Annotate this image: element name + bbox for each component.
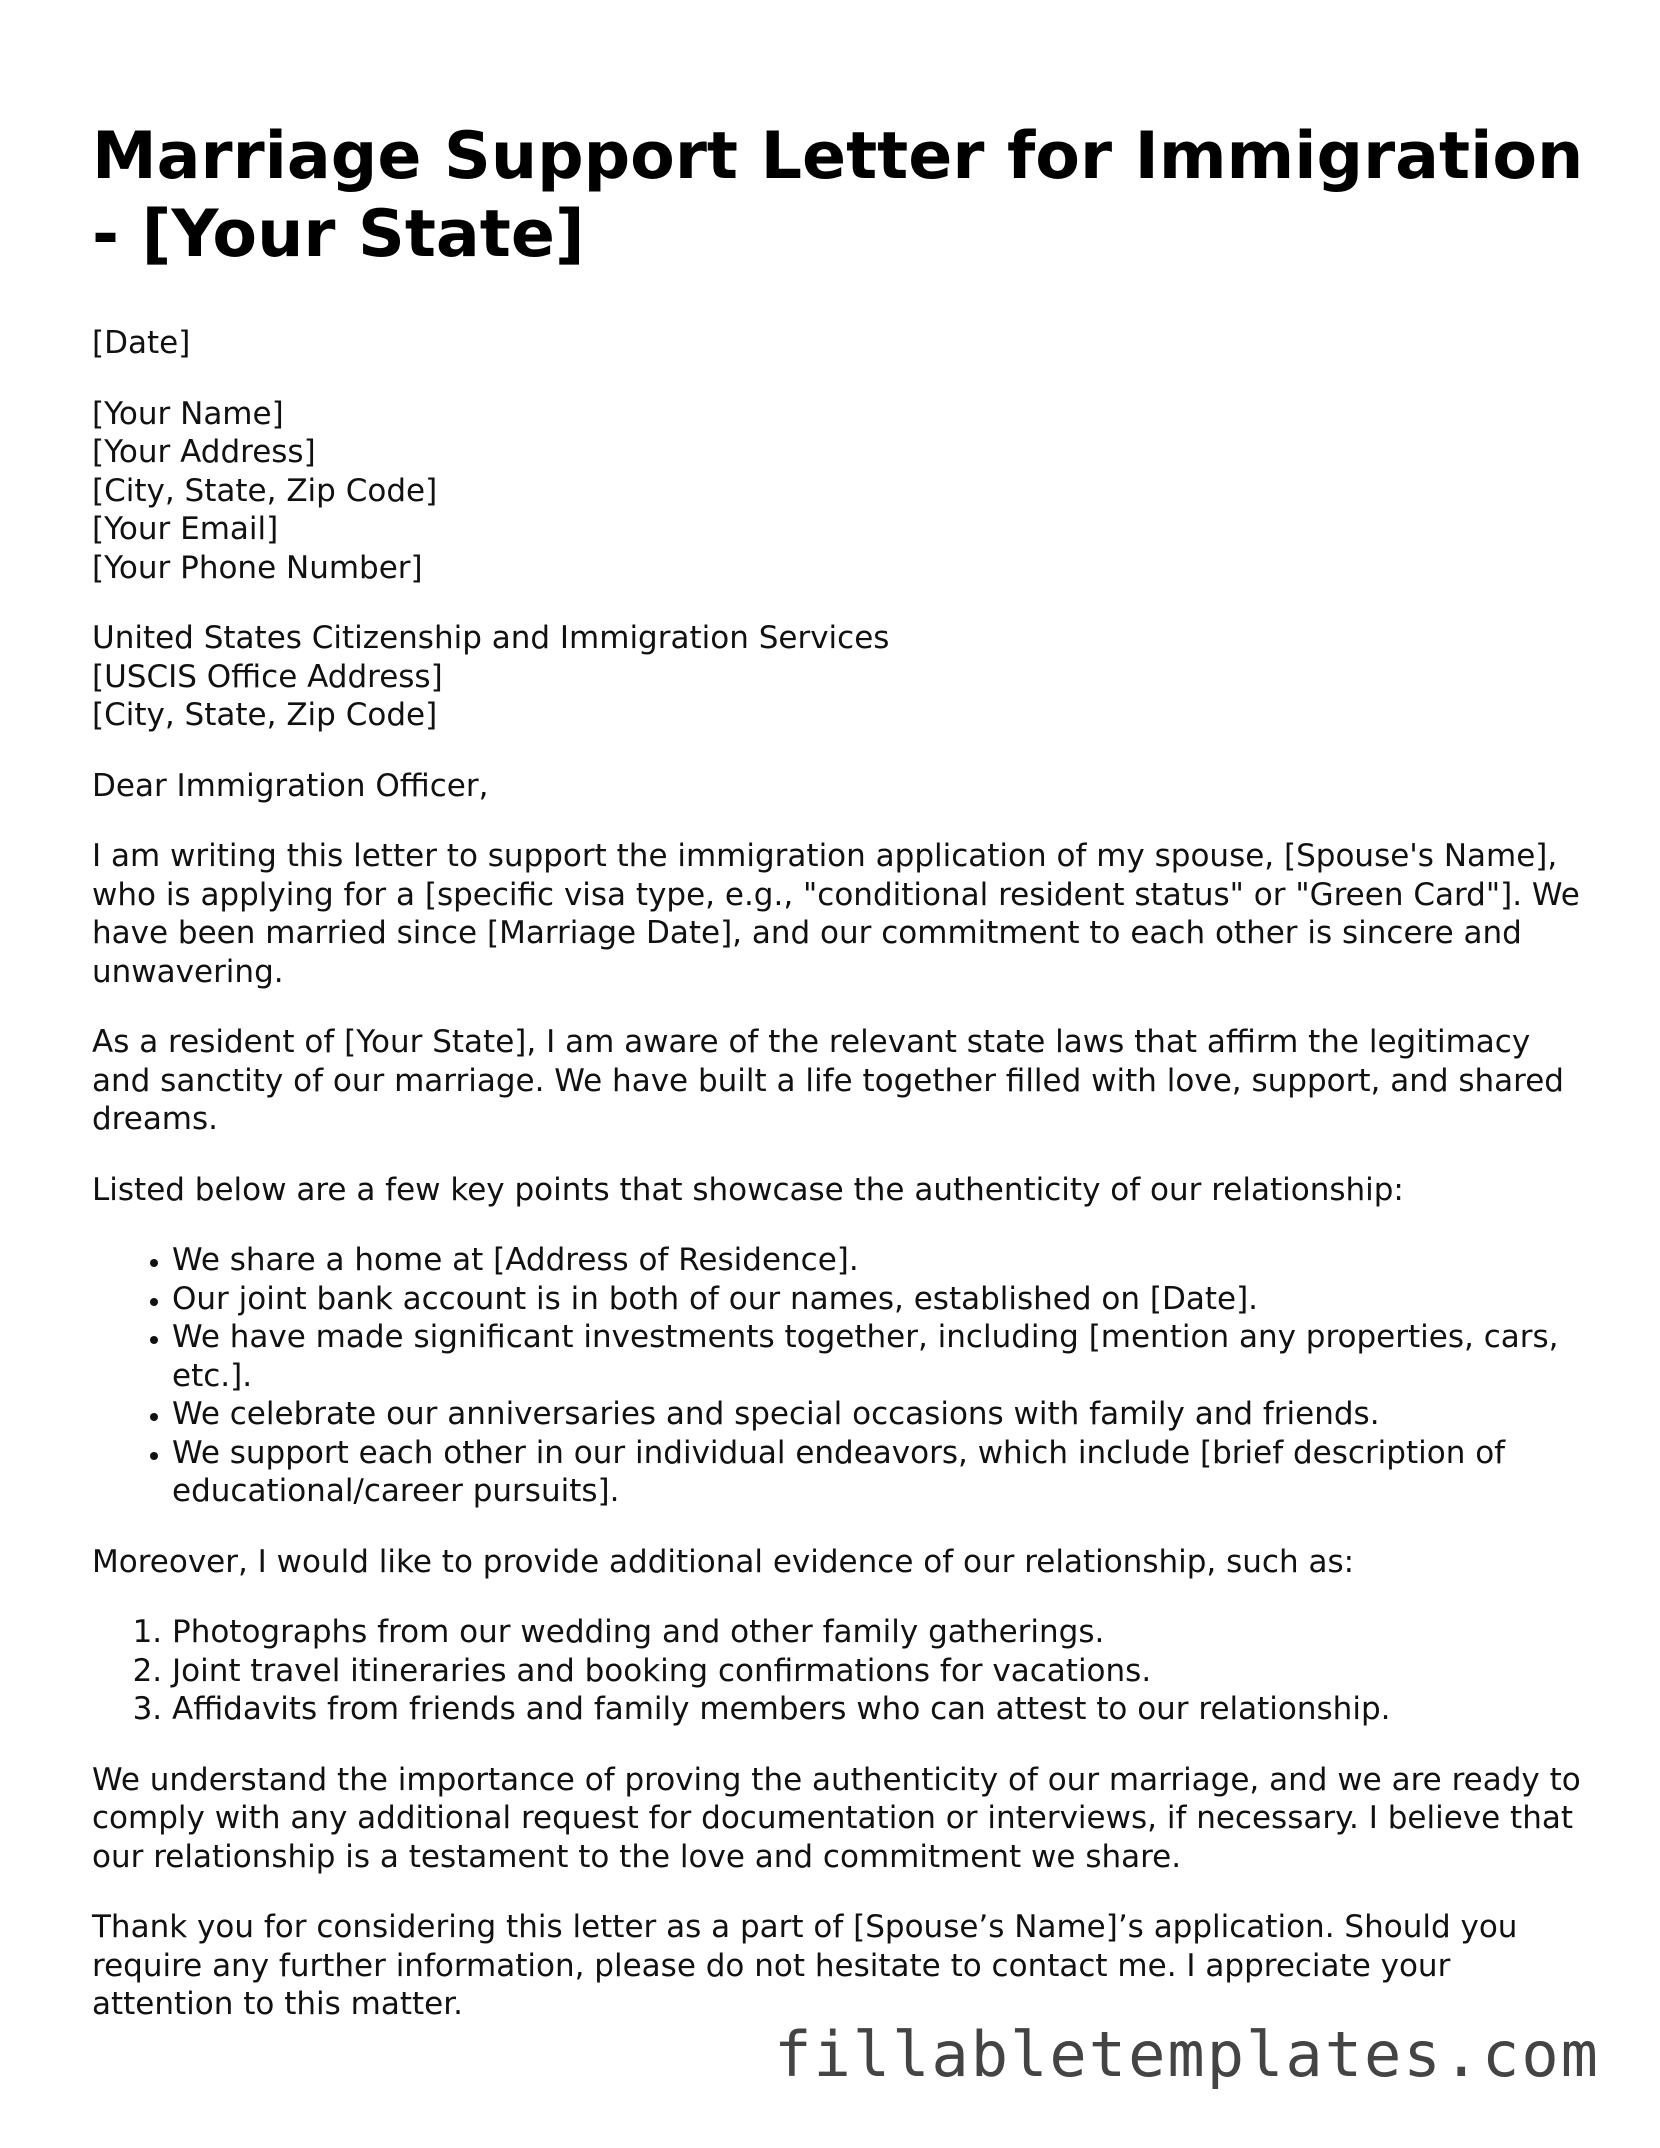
recipient-address: [USCIS Office Address] xyxy=(92,658,443,695)
closing-paragraph-authenticity: We understand the importance of proving the authenticity of our marriage, and we are ready to comply with any additional request for documentation or interviews, if necessary. I believe that our relationship is a testament to the love and commitment we share. xyxy=(92,1761,1581,1875)
sender-phone: [Your Phone Number] xyxy=(92,549,423,586)
list-item: 1. Photographs from our wedding and other family gatherings. xyxy=(172,1613,1592,1652)
list-item: • We share a home at [Address of Residence]. xyxy=(172,1241,1592,1280)
sender-city-state-zip: [City, State, Zip Code] xyxy=(92,472,438,509)
sender-name: [Your Name] xyxy=(92,395,284,432)
recipient-org: United States Citizenship and Immigration Services xyxy=(92,620,890,656)
letter-date: [Date] xyxy=(92,325,191,361)
recipient-city-state-zip: [City, State, Zip Code] xyxy=(92,697,438,733)
document-title: Marriage Support Letter for Immigration - [Your State] xyxy=(92,119,1584,272)
list-item: • Our joint bank account is in both of our names, established on [Date]. xyxy=(172,1280,1592,1319)
recipient-address-block xyxy=(92,619,1592,735)
watermark-text: fillabletemplates.com xyxy=(774,2018,1600,2091)
body-paragraph-key-points-intro: Listed below are a few key points that showcase the authenticity of our relationship: xyxy=(92,1171,1404,1208)
body-paragraph-intro: I am writing this letter to support the immigration application of my spouse, [Spouse's Name], who is applying for a [specific visa type, e.g., "conditional resident status" or "Green Card"]. We have been married since [Marriage Date], and our commitment to each other is sincere and unwavering. xyxy=(92,838,1580,990)
salutation: Dear Immigration Officer, xyxy=(92,767,489,804)
evidence-intro: Moreover, I would like to provide additional evidence of our relationship, such as: xyxy=(92,1543,1355,1580)
evidence-list xyxy=(92,1613,1592,1729)
list-item: • We have made significant investments together, including [mention any properties, cars, etc.]. xyxy=(172,1318,1592,1395)
list-item: • We celebrate our anniversaries and special occasions with family and friends. xyxy=(172,1395,1592,1434)
key-points-list xyxy=(92,1241,1592,1511)
closing-paragraph-thanks: Thank you for considering this letter as a part of [Spouse’s Name]’s application. Should you require any further information, please do not hesitate to contact me. I appreciate your attention to this matter. xyxy=(92,1909,1518,2022)
body-paragraph-state: As a resident of [Your State], I am aware of the relevant state laws that affirm the legitimacy and sanctity of our marriage. We have built a life together filled with love, support, and shared dreams. xyxy=(92,1024,1564,1137)
sender-email: [Your Email] xyxy=(92,511,279,547)
list-item: 3. Affidavits from friends and family members who can attest to our relationship. xyxy=(172,1690,1592,1729)
letter-page xyxy=(92,118,1592,2056)
list-item: • We support each other in our individual endeavors, which include [brief description of educational/career pursuits]. xyxy=(172,1434,1592,1511)
list-item: 2. Joint travel itineraries and booking confirmations for vacations. xyxy=(172,1652,1592,1691)
sender-address: [Your Address] xyxy=(92,434,316,470)
sender-address-block xyxy=(92,395,1592,588)
